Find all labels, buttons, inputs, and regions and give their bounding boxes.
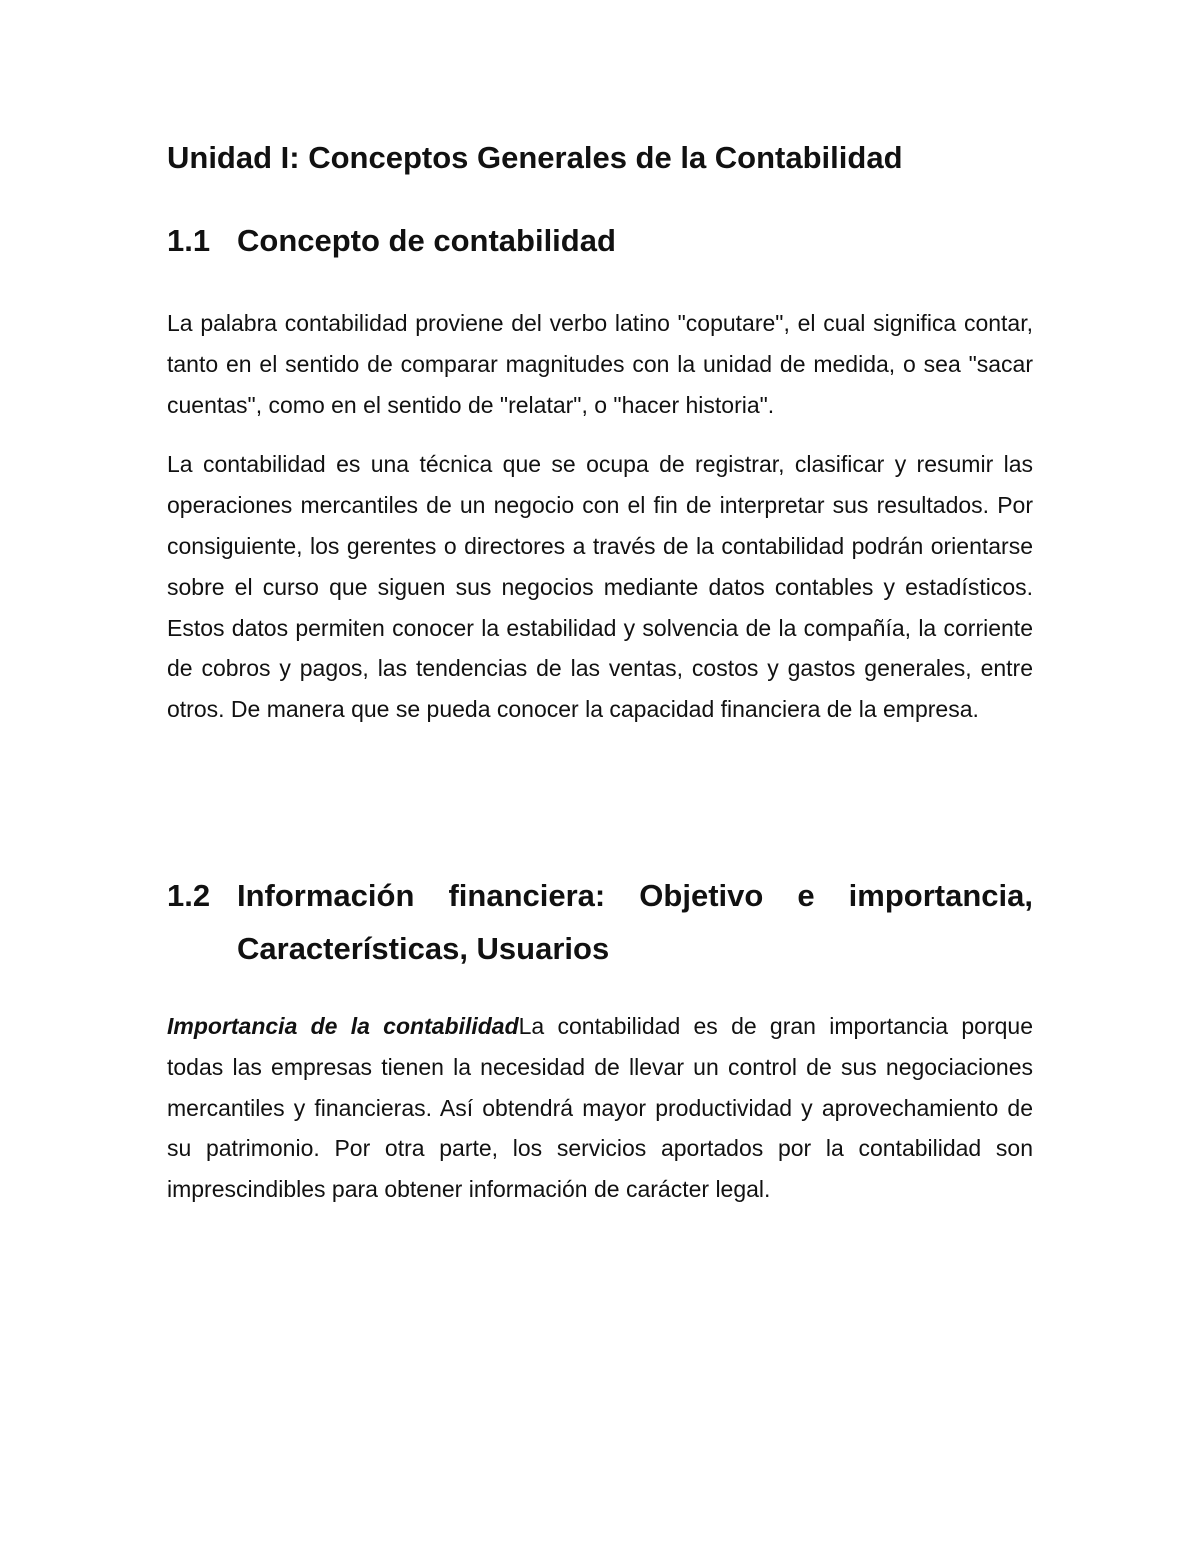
section-title: Concepto de contabilidad [237, 223, 616, 258]
section-heading [167, 214, 1033, 267]
section-title [237, 869, 1033, 975]
unit-title: Unidad I: Conceptos Generales de la Contabilidad [167, 140, 903, 175]
paragraph [167, 1006, 1033, 1210]
section-title-line: Características, Usuarios [237, 931, 610, 966]
paragraph-lead: Importancia de la contabilidad [167, 1013, 519, 1039]
section-1-2 [167, 869, 1033, 1210]
section-number: 1.2 [167, 878, 211, 913]
paragraph: La palabra contabilidad proviene del verbo latino "coputare", el cual significa contar, tanto en el sentido de comparar magnitudes con la unidad de medida, o sea "sacar cuentas", como en el sentido de "relatar", o "hacer historia". [167, 310, 1033, 418]
section-number: 1.1 [167, 223, 211, 258]
section-1-1 [167, 214, 1033, 730]
paragraph-body: La contabilidad es de gran importancia porque todas las empresas tienen la necesidad de llevar un control de sus negociaciones mercantiles y financieras. Así obtendrá mayor productividad y aprovechamiento de su patrimonio. Por otra parte, los servicios aportados por la contabilidad son imprescindibles para obtener información de carácter legal. [167, 1013, 1033, 1203]
paragraph: La contabilidad es una técnica que se ocupa de registrar, clasificar y resumir las operaciones mercantiles de un negocio con el fin de interpretar sus resultados. Por consiguiente, los gerentes o directores a través de la contabilidad podrán orientarse sobre el curso que siguen sus negocios mediante datos contables y estadísticos. Estos datos permiten conocer la estabilidad y solvencia de la compañía, la corriente de cobros y pagos, las tendencias de las ventas, costos y gastos generales, entre otros. De manera que se pueda conocer la capacidad financiera de la empresa. [167, 451, 1033, 723]
document-page [167, 0, 1033, 1553]
section-title-line: Información financiera: Objetivo e importancia, [237, 878, 1033, 913]
section-heading [167, 869, 1033, 975]
